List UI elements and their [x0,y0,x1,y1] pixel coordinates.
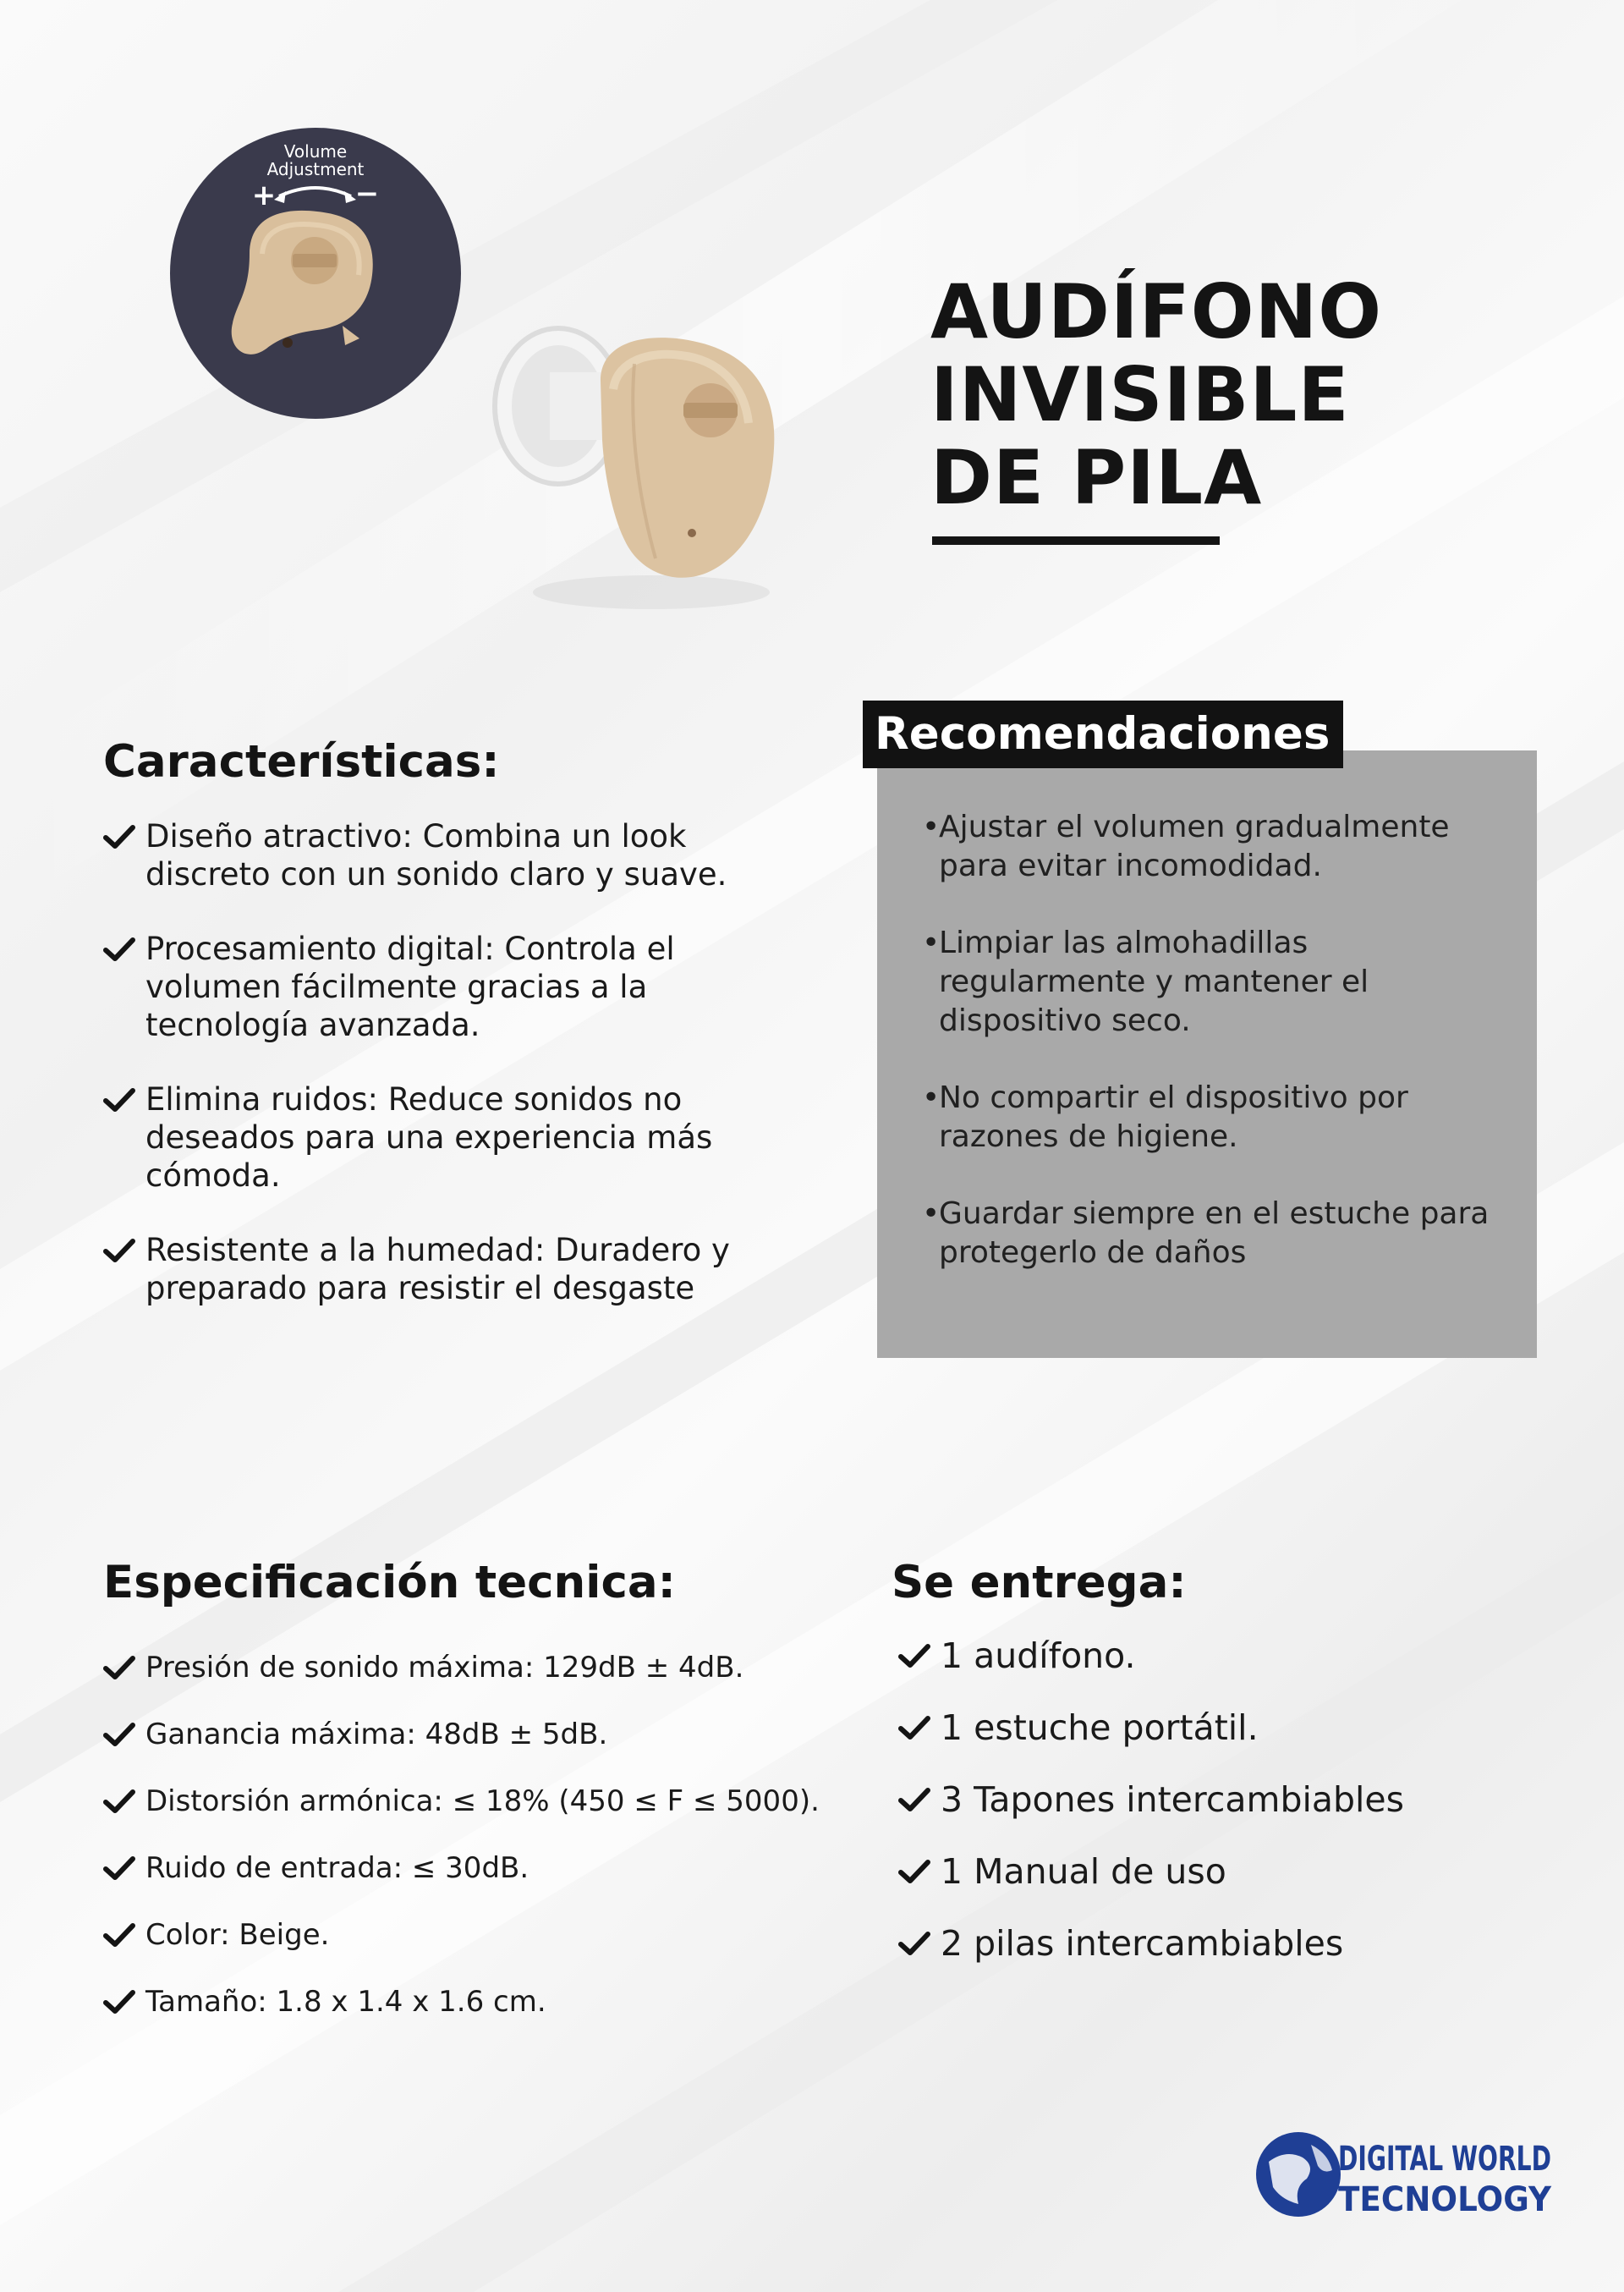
caracteristica-text: Diseño atractivo: Combina un look discreto con un sonido claro y suave. [145,818,727,893]
caracteristica-text: Procesamiento digital: Controla el volumen fácilmente gracias a la tecnología avanzada. [145,931,675,1043]
especificacion-heading: Especificación tecnica: [103,1557,676,1608]
recomendaciones-list [922,808,1514,1311]
list-item [898,1923,1558,1964]
especificacion-list [103,1651,864,2052]
check-icon [103,1855,135,1881]
detail-badge-line1: Volume [283,141,348,162]
detail-badge-minus: − [354,177,380,211]
list-item [103,930,763,1044]
spec-text: Presión de sonido máxima: 129dB ± 4dB. [145,1651,744,1685]
check-icon [103,1655,135,1680]
list-item [103,1231,763,1307]
list-item [103,1651,864,1685]
spec-text: Tamaño: 1.8 x 1.4 x 1.6 cm. [145,1985,546,2019]
check-icon [103,1789,135,1814]
check-icon [898,1859,930,1884]
check-icon [103,1722,135,1747]
check-icon [103,1989,135,2014]
spec-text: Ganancia máxima: 48dB ± 5dB. [145,1718,608,1751]
page-title [930,268,1522,521]
check-icon [103,1087,135,1113]
check-icon [898,1715,930,1740]
caracteristicas-heading: Características: [103,736,500,788]
list-item [103,1784,864,1818]
list-item: • Guardar siempre en el estuche para protegerlo de daños [922,1195,1514,1272]
check-icon [898,1643,930,1668]
brand-line-1: DIGITAL WORLD [1338,2140,1551,2179]
entrega-text: 2 pilas intercambiables [941,1923,1344,1964]
title-underline [932,536,1220,545]
brand-logo [1252,2128,1556,2221]
check-icon [103,1238,135,1263]
entrega-list [898,1635,1558,1995]
title-line-1: AUDÍFONO [930,268,1383,355]
entrega-text: 1 Manual de uso [941,1851,1226,1892]
title-line-3: DE PILA [930,434,1263,521]
volume-adjustment-detail-image [169,127,462,420]
spec-text: Ruido de entrada: ≤ 30dB. [145,1851,529,1885]
spec-text: Distorsión armónica: ≤ 18% (450 ≤ F ≤ 5000). [145,1784,820,1818]
list-item [103,1718,864,1751]
list-item [103,817,763,893]
entrega-text: 1 audífono. [941,1635,1136,1676]
check-icon [898,1931,930,1956]
check-icon [103,937,135,962]
list-item: • No compartir el dispositivo por razones de higiene. [922,1079,1514,1157]
check-icon [898,1787,930,1812]
list-item [898,1851,1558,1892]
list-item [103,1985,864,2019]
recomendaciones-heading: Recomendaciones [863,701,1343,768]
caracteristicas-list [103,817,763,1344]
list-item [103,1080,763,1195]
list-item: • Ajustar el volumen gradualmente para evitar incomodidad. [922,808,1514,886]
spec-text: Color: Beige. [145,1918,330,1952]
globe-icon [1256,2132,1341,2217]
entrega-heading: Se entrega: [892,1557,1187,1608]
list-item [898,1779,1558,1820]
detail-badge-line2: Adjustment [266,159,365,179]
caracteristica-text: Elimina ruidos: Reduce sonidos no deseados para una experiencia más cómoda. [145,1081,713,1194]
entrega-text: 3 Tapones intercambiables [941,1779,1404,1820]
list-item [103,1851,864,1885]
list-item [103,1918,864,1952]
list-item: • Limpiar las almohadillas regularmente y mantener el dispositivo seco. [922,924,1514,1041]
detail-badge-plus: + [251,179,277,212]
entrega-text: 1 estuche portátil. [941,1707,1259,1748]
title-line-2: INVISIBLE [930,351,1350,438]
brand-line-2: TECNOLOGY [1338,2180,1552,2219]
check-icon [103,1922,135,1948]
list-item [898,1635,1558,1676]
caracteristica-text: Resistente a la humedad: Duradero y preparado para resistir el desgaste [145,1232,730,1306]
check-icon [103,824,135,849]
list-item [898,1707,1558,1748]
hearing-aid-product-image [465,313,820,635]
